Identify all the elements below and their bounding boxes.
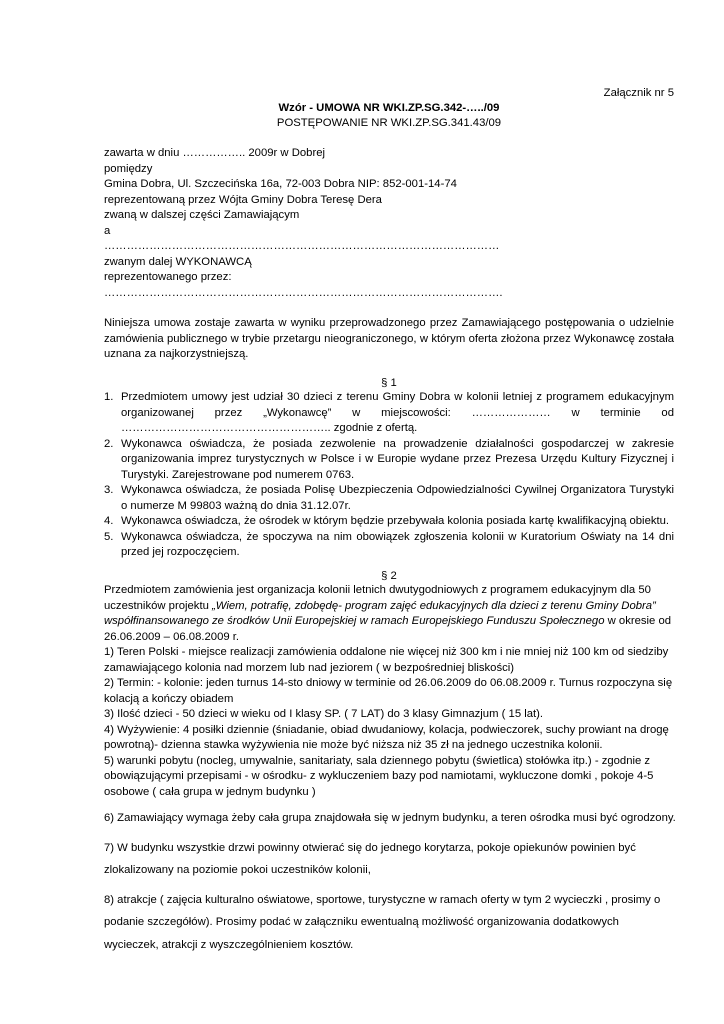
requirement-8: 8) atrakcje ( zajęcia kulturalno oświatowe, sportowe, turystyczne w ramach oferty w tym 2 wycieczki , prosimy o podanie szczegółów). Prosimy podać w załączniku ewentualną możliwość organizowania dodatkowych wycieczek, atrakcji z wyszczególnieniem kosztów. <box>104 893 661 951</box>
requirement-1: 1) Teren Polski - miejsce realizacji zamówienia oddalone nie więcej niż 300 km i nie mniej niż 100 km od siedziby zamawiającego kolonia nad morzem lub nad jeziorem ( w bezpośredniej bliskości) <box>104 646 669 674</box>
intro-text: Przedmiotem zamówienia jest organizacja kolonii letnich dwutygodniowych z programem edukacyjnym dla 50 uczestników projektu <box>104 584 651 612</box>
parties-line: ……………………………………………………………………………………………. <box>104 286 503 299</box>
section-1-heading: § 1 <box>381 377 397 389</box>
list-item <box>104 437 674 484</box>
list-item-text: Wykonawca oświadcza, że ośrodek w którym będzie przebywała kolonia posiada kartę kwalifikacyjną obiektu. <box>121 515 670 527</box>
project-name: „Wiem, potrafię, zdobędę- program zajęć edukacyjnych dla dzieci z terenu Gminy Dobra” współfinansowanego ze środków Unii Europejskiej w ramach Europejskiego Funduszu Społecznego <box>104 599 656 627</box>
requirement-3: 3) Ilość dzieci - 50 dzieci w wieku od I klasy SP. ( 7 LAT) do 3 klasy Gimnazjum ( 15 lat). <box>104 708 544 720</box>
contract-parties <box>104 146 674 301</box>
parties-line: a <box>104 224 111 237</box>
requirement-7: 7) W budynku wszystkie drzwi powinny otwierać się do jednego korytarza, pokoje opiekunów powinien być zlokalizowany na poziomie pokoi uczestników kolonii, <box>104 841 636 877</box>
section-2-intro <box>104 583 674 645</box>
parties-line: reprezentowaną przez Wójta Gminy Dobra Teresę Dera <box>104 193 382 206</box>
procedure-number: POSTĘPOWANIE NR WKI.ZP.SG.341.43/09 <box>276 117 502 129</box>
requirement-6: 6) Zamawiający wymaga żeby cała grupa znajdowała się w jednym budynku, a teren ośrodka musi być ogrodzony. <box>104 812 676 824</box>
list-item-text: Wykonawca oświadcza, że posiada zezwolenie na prowadzenie działalności gospodarczej w zakresie organizowania imprez turystycznych w Polsce i w Europie wydane przez Prezesa Urzędu Kultury Fizycznej i Turystyki. Zarejestrowane pod numerem 0763. <box>121 437 674 481</box>
list-item-text: Przedmiotem umowy jest udział 30 dzieci z terenu Gminy Dobra w kolonii letniej z programem edukacyjnym organizowanej przez „Wykonawcę” w miejscowości: ………………… w terminie od ……………………………………………….. zgodnie z ofertą. <box>121 391 674 434</box>
list-item-number: 3. <box>104 484 114 496</box>
parties-line: Gmina Dobra, Ul. Szczecińska 16a, 72-003 Dobra NIP: 852-001-14-74 <box>104 178 457 190</box>
parties-line: zwanym dalej WYKONAWCĄ <box>104 255 252 268</box>
requirement-5: 5) warunki pobytu (nocleg, umywalnie, sanitariaty, sala dziennego pobytu (świetlica) stołówka itp.) - zgodnie z obowiązującymi przepisami - w ośrodku- z wykluczeniem bazy pod namiotami, wykluczone domki , pokoje 4-5 osobowe ( cała grupa w jednym budynku ) <box>104 754 654 798</box>
contract-title: Wzór - UMOWA NR WKI.ZP.SG.342-…../09 <box>278 102 500 114</box>
requirement-2: 2) Termin: - kolonie: jeden turnus 14-sto dniowy w terminie od 26.06.2009 do 06.08.2009 r. Turnus rozpoczyna się kolacją a kończy obiadem <box>104 677 673 705</box>
list-item-text: Wykonawca oświadcza, że spoczywa na nim obowiązek zgłoszenia kolonii w Kuratorium Oświaty na 14 dni przed jej rozpoczęciem. <box>121 530 674 558</box>
parties-line: reprezentowanego przez: <box>104 271 232 283</box>
parties-line: pomiędzy <box>104 162 153 175</box>
intro-paragraph: Niniejsza umowa zostaje zawarta w wyniku przeprowadzonego przez Zamawiającego postępowania o udzielnie zamówienia publicznego w trybie przetargu nieograniczonego, w którym oferta złożona przez Wykonawcę została uznana za najkorzystniejszą. <box>104 317 674 360</box>
list-item <box>104 514 674 530</box>
parties-line: …………………………………………………………………………………………… <box>104 240 500 252</box>
section-1-list <box>104 390 674 561</box>
list-item <box>104 390 674 437</box>
list-item-number: 4. <box>104 515 114 527</box>
intro-period: w okresie od 26.06.2009 – 06.08.2009 r. <box>104 615 672 643</box>
list-item-number: 5. <box>104 530 114 543</box>
requirement-4: 4) Wyżywienie: 4 posiłki dziennie (śniadanie, obiad dwudaniowy, kolacja, podwieczorek, suchy prowiant na drogę powrotną)- dzienna stawka wyżywienia nie może być niższa niż 35 zł na jednego uczestnika kolonii. <box>104 723 669 751</box>
parties-line: zawarta w dniu …………….. 2009r w Dobrej <box>104 147 325 159</box>
list-item-text: Wykonawca oświadcza, że posiada Polisę Ubezpieczenia Odpowiedzialności Cywilnej Organizatora Turystyki o numerze M 99803 ważną do dnia 31.12.07r. <box>121 484 674 512</box>
list-item-number: 2. <box>104 437 114 450</box>
parties-line: zwaną w dalszej części Zamawiającym <box>104 209 300 221</box>
list-item <box>104 530 674 561</box>
section-2-body <box>104 583 674 957</box>
list-item <box>104 483 674 514</box>
section-2-heading: § 2 <box>381 570 397 582</box>
list-item-number: 1. <box>104 391 114 403</box>
annex-label: Załącznik nr 5 <box>603 87 674 99</box>
